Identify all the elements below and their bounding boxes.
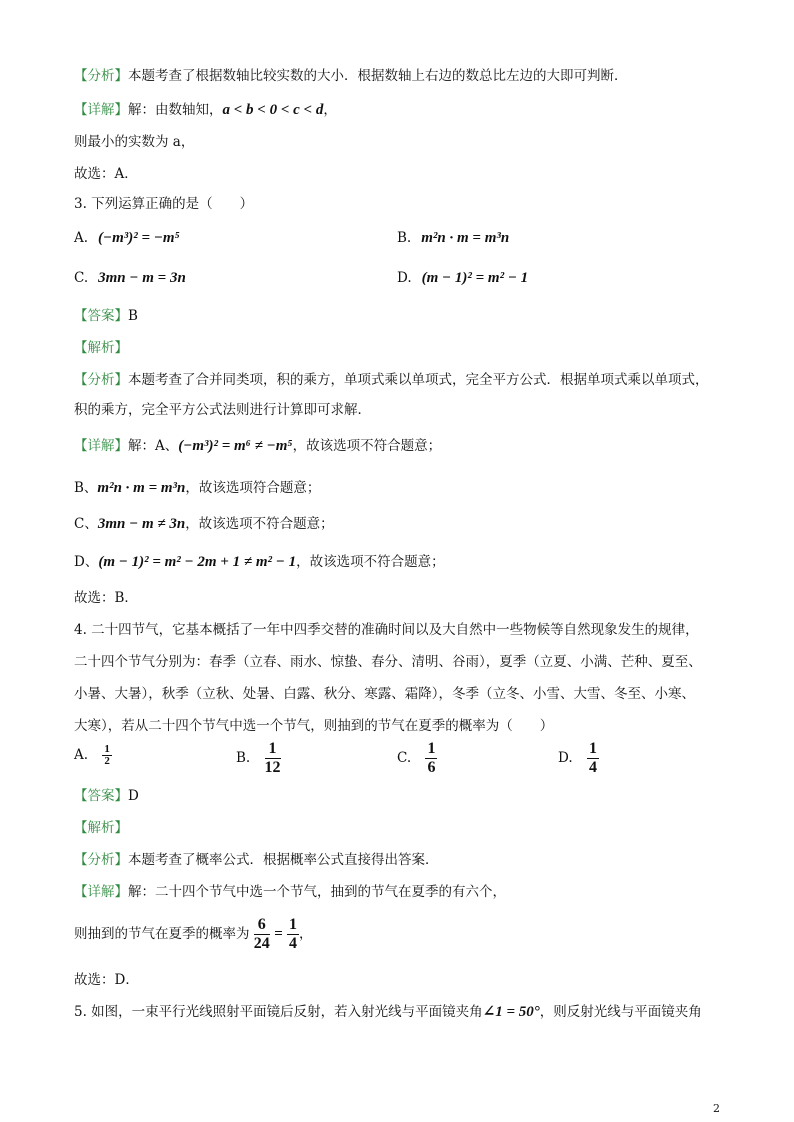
q3-option-a: A. (−m³)² = −m⁵	[74, 230, 180, 246]
q3-jiexi	[74, 338, 128, 358]
fraction: $\frac{1}{6}$	[427, 740, 436, 776]
q4-option-d: D. $\frac{1}{4}$	[558, 740, 597, 776]
q4-stem-1: 4. 二十四节气，它基本概括了一年中四季交替的准确时间以及大自然中一些物候等自然现象发生的规律，	[74, 622, 699, 638]
fraction: $\frac{1}{4}$	[288, 916, 297, 952]
q4-option-c: C. $\frac{1}{6}$	[397, 740, 436, 776]
q2-analysis: 【分析】本题考查了根据数轴比较实数的大小．根据数轴上右边的数总比左边的大即可判断．	[74, 68, 628, 84]
q4-choose: 故选：D．	[74, 972, 139, 988]
fraction: $\frac{1}{12}$	[264, 740, 281, 776]
q4-stem-4: 大寒），若从二十四个节气中选一个节气，则抽到的节气在夏季的概率为（ ）	[74, 718, 554, 734]
detail-tag: 【详解】	[74, 438, 128, 454]
q4-analysis: 【分析】本题考查了概率公式．根据概率公式直接得出答案．	[74, 852, 439, 868]
answer-tag: 【答案】	[74, 308, 128, 324]
q4-jiexi	[74, 818, 128, 838]
q4-stem-2: 二十四个节气分别为：春季（立春、雨水、惊蛰、春分、清明、谷雨），夏季（立夏、小满、芒种、夏至、	[74, 654, 702, 670]
jiexi-tag: 【解析】	[74, 340, 128, 356]
q3-option-d: D. (m − 1)² = m² − 1	[397, 270, 529, 286]
q3-detail-a: 【详解】解：A、(−m³)² = m⁶ ≠ −m⁵，故该选项不符合题意；	[74, 438, 442, 454]
q3-detail-d: D、(m − 1)² = m² − 2m + 1 ≠ m² − 1，故该选项不符合题意；	[74, 554, 445, 570]
q4-probability: 则抽到的节气在夏季的概率为 $\frac{6}{24}$ = $\frac{1}{4}$ ，	[74, 916, 313, 952]
q4-answer: 【答案】D	[74, 788, 139, 804]
fraction: $\frac{6}{24}$	[253, 916, 270, 952]
fraction: $\frac{1}{2}$	[104, 743, 110, 767]
q4-option-a: A. $\frac{1}{2}$	[74, 743, 110, 767]
q3-option-b: B. m²n · m = m³n	[397, 230, 510, 246]
q3-option-c: C. 3mn − m = 3n	[74, 270, 186, 286]
analysis-tag: 【分析】	[74, 372, 128, 388]
q3-analysis-1: 【分析】本题考查了合并同类项，积的乘方，单项式乘以单项式，完全平方公式．根据单项式乘以单项式，	[74, 372, 709, 388]
q4-detail: 【详解】解：二十四个节气中选一个节气，抽到的节气在夏季的有六个，	[74, 884, 506, 900]
q3-analysis-2: 积的乘方，完全平方公式法则进行计算即可求解．	[74, 402, 371, 418]
detail-tag: 【详解】	[74, 102, 128, 118]
math-expression: a < b < 0 < c < d	[222, 102, 324, 118]
analysis-tag: 【分析】	[74, 852, 128, 868]
answer-tag: 【答案】	[74, 788, 128, 804]
q3-answer: 【答案】B	[74, 308, 138, 324]
q3-detail-b: B、m²n · m = m³n，故该选项符合题意；	[74, 480, 321, 496]
q2-line2: 则最小的实数为 a，	[74, 134, 195, 150]
analysis-tag: 【分析】	[74, 68, 128, 84]
q2-choose: 故选：A．	[74, 166, 138, 182]
q3-choose: 故选：B．	[74, 590, 138, 606]
page-number: 2	[713, 1102, 720, 1115]
q3-detail-c: C、3mn − m ≠ 3n，故该选项不符合题意；	[74, 516, 334, 532]
q2-detail: 【详解】解：由数轴知，a < b < 0 < c < d，	[74, 102, 337, 118]
q4-stem-3: 小暑、大暑），秋季（立秋、处暑、白露、秋分、寒露、霜降），冬季（立冬、小雪、大雪、冬至、小寒、	[74, 686, 695, 702]
q3-stem: 3. 下列运算正确的是（ ）	[74, 196, 254, 212]
detail-tag: 【详解】	[74, 884, 128, 900]
fraction: $\frac{1}{4}$	[588, 740, 597, 776]
q4-option-b: B. $\frac{1}{12}$	[236, 740, 281, 776]
q5-stem: 5. 如图，一束平行光线照射平面镜后反射，若入射光线与平面镜夹角∠1 = 50°，则反射光线与平面镜夹角	[74, 1004, 702, 1020]
jiexi-tag: 【解析】	[74, 820, 128, 836]
